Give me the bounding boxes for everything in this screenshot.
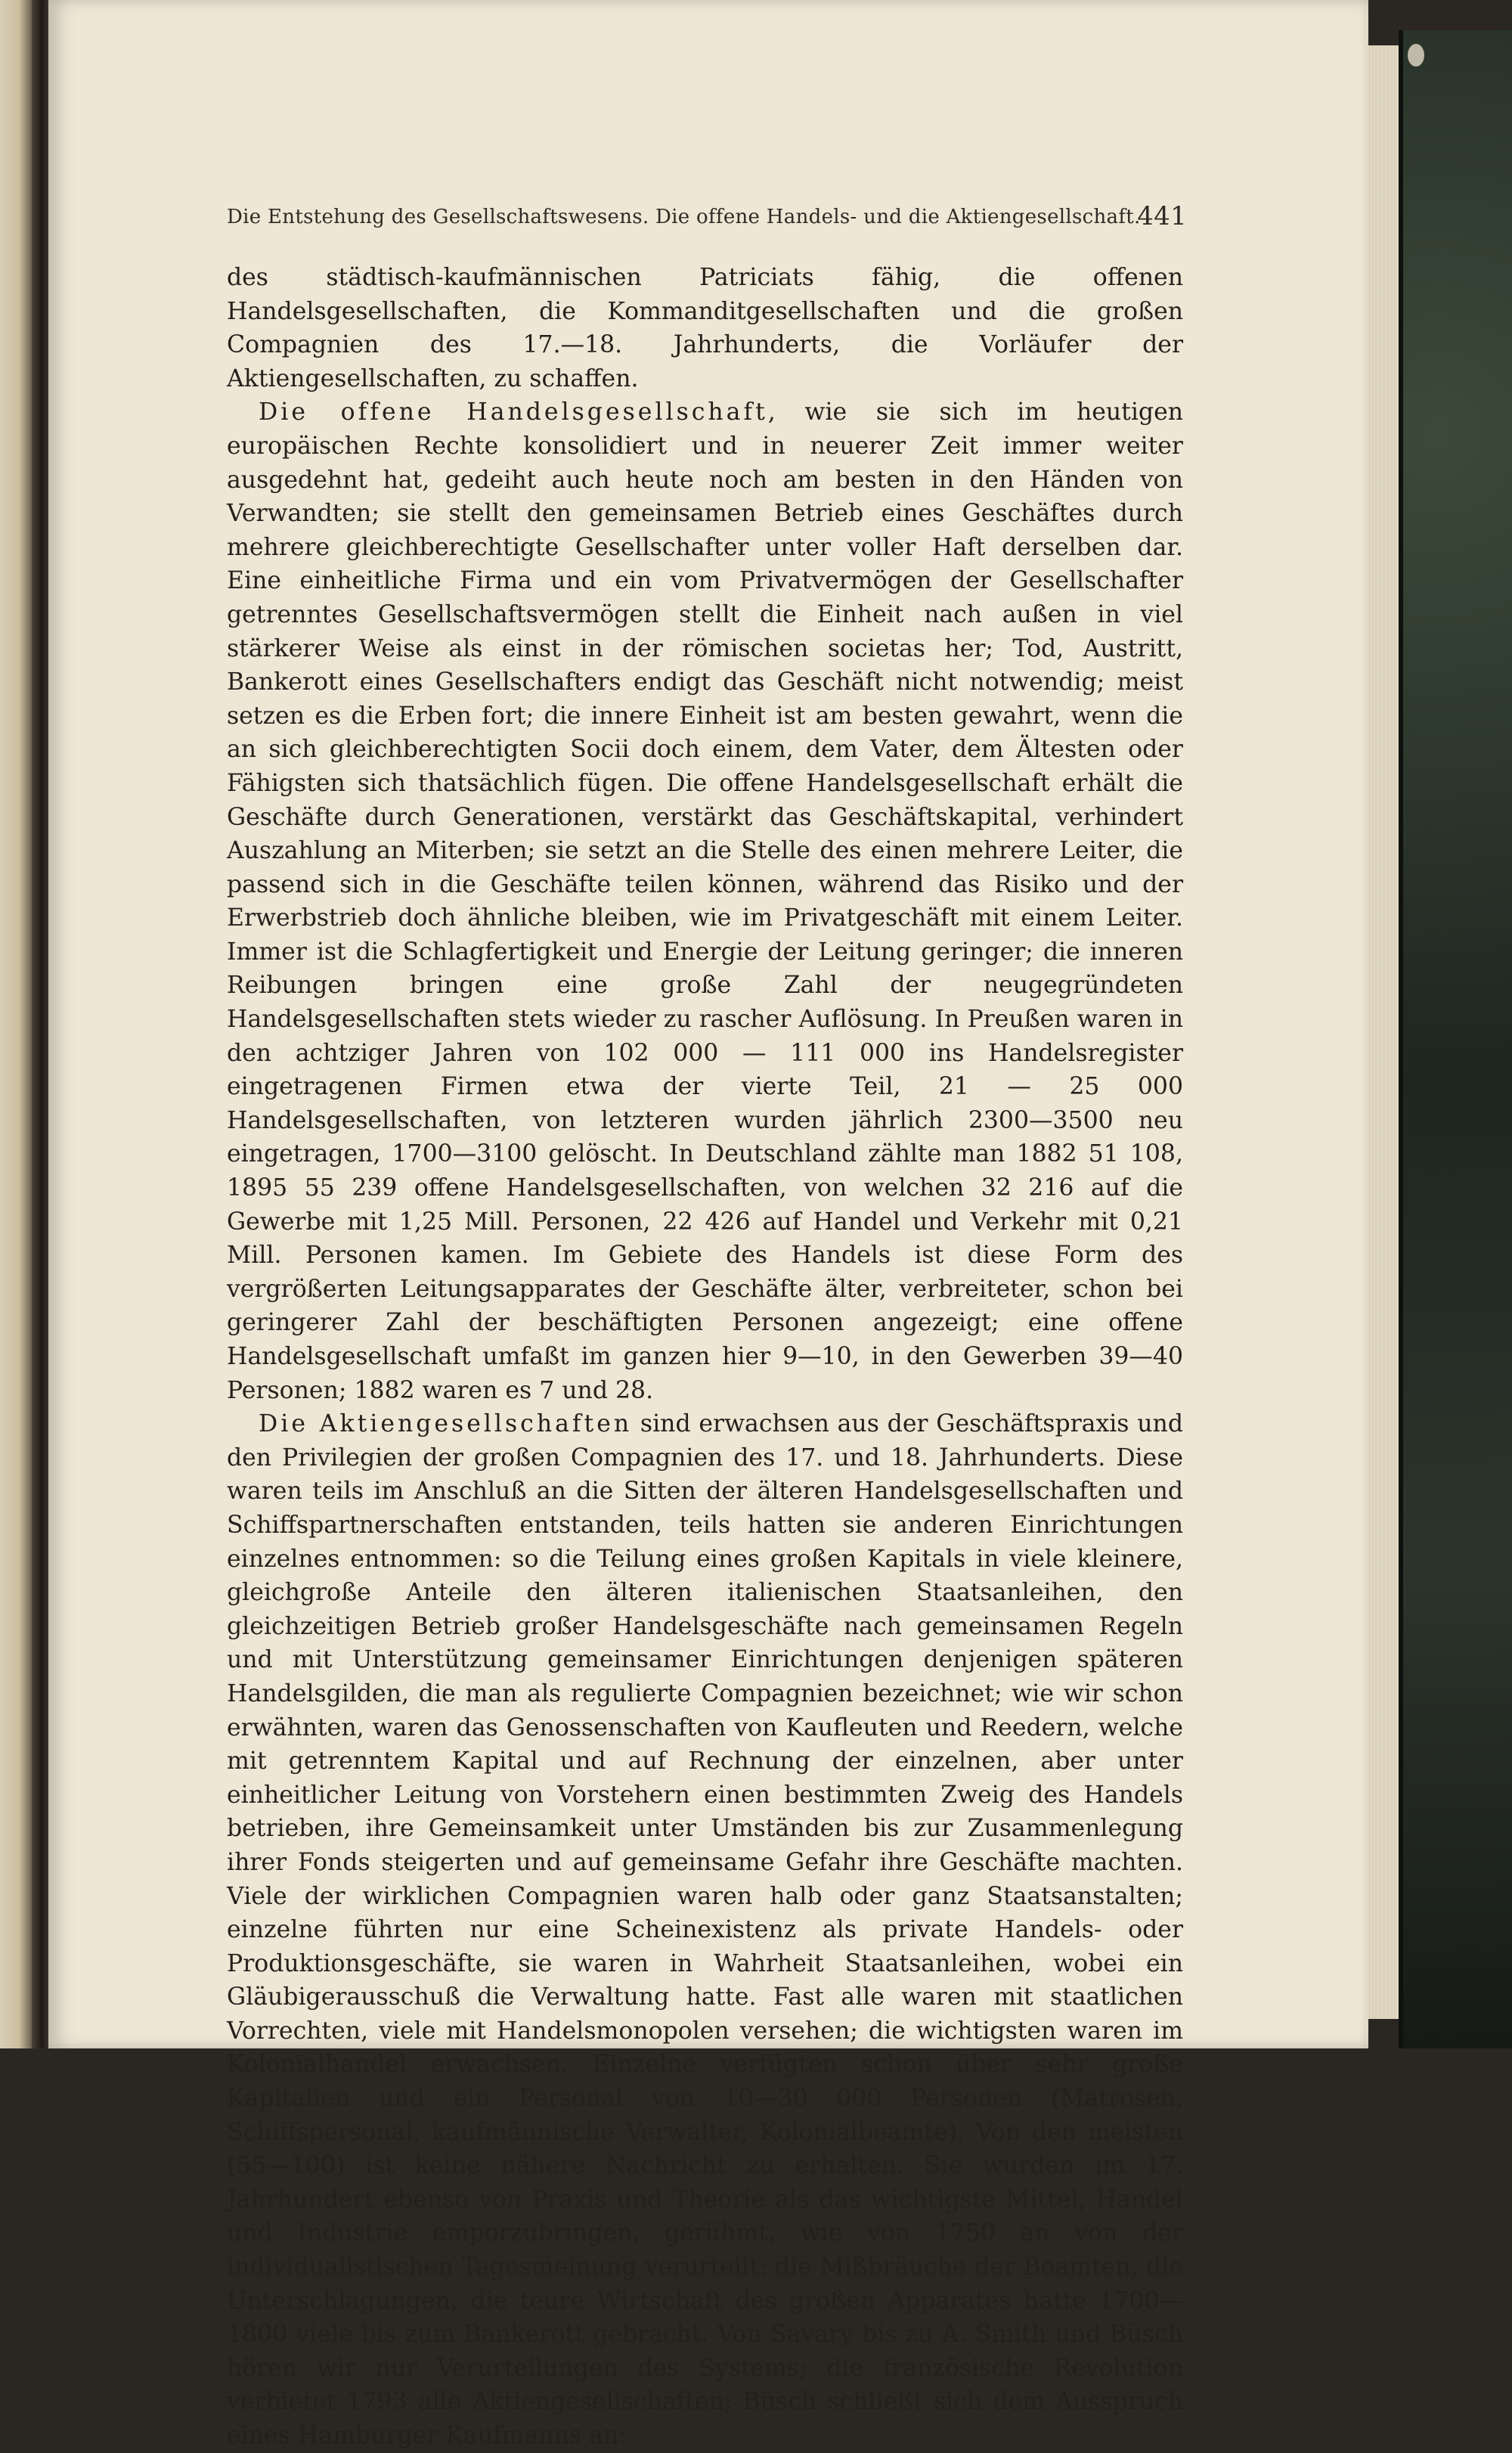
page-header	[227, 201, 1187, 243]
paragraph-3	[227, 1407, 1183, 2452]
book-cover	[1399, 30, 1512, 2048]
page-body	[227, 261, 1183, 2453]
paragraph-1: des städtisch-kaufmännischen Patriciats fähig, die offenen Handelsgesellschaften, die Kommanditgesellschaften und die großen Compagnien des 17.—18. Jahrhunderts, die Vorläufer der Aktiengesellschaften, zu schaffen.	[227, 264, 1183, 392]
cover-wear-spot	[1408, 44, 1424, 67]
running-head: Die Entstehung des Gesellschaftswesens. Die offene Handels- und die Aktiengesellschaft.	[227, 206, 1141, 228]
paragraph-2	[227, 395, 1183, 1407]
paragraph-3-text: sind erwachsen aus der Geschäftspraxis und den Privilegien der großen Compagnien des 17. und 18. Jahrhunderts. Diese waren teils im Anschluß an die Sitten der älteren Handelsgesellschaften und Schiffspartnerschaften entstanden, teils hatten sie anderen Einrichtungen einzelnes entnommen: so die Teilung eines großen Kapitals in viele kleinere, gleichgroße Anteile den älteren italienischen Staatsanleihen, den gleichzeitigen Betrieb großer Handelsgeschäfte nach gemeinsamen Regeln und mit Unterstützung gemeinsamer Einrichtungen denjenigen späteren Handelsgilden, die man als regulierte Compagnien bezeichnet; wie wir schon erwähnten, waren das Genossenschaften von Kaufleuten und Reedern, welche mit getrenntem Kapital und auf Rechnung der einzelnen, aber unter einheitlicher Leitung von Vorstehern einen bestimmten Zweig des Handels betrieben, ihre Gemeinsamkeit unter Umständen bis zur Zusammenlegung ihrer Fonds steigerten und auf gemeinsame Gefahr ihre Geschäfte machten. Viele der wirklichen Compagnien waren halb oder ganz Staatsanstalten; einzelne führten nur eine Scheinexistenz als private Handels- oder Produktionsgeschäfte, sie waren in Wahrheit Staatsanleihen, wobei ein Gläubigerausschuß die Verwaltung hatte. Fast alle waren mit staatlichen Vorrechten, viele mit Handelsmonopolen versehen; die wichtigsten waren im Kolonialhandel erwachsen. Einzelne verfügten schon über sehr große Kapitalien und ein Personal von 10—30 000 Personen (Matrosen, Schiffspersonal, kaufmännische Verwalter, Kolonialbeamte). Von den meisten (55—100) ist keine nähere Nachricht zu erhalten. Sie wurden im 17. Jahrhundert ebenso von Praxis und Theorie als das wichtigste Mittel, Handel und Industrie emporzubringen, gerühmt, wie von 1750 an von der individualistischen Tagesmeinung verurteilt: die Mißbräuche der Beamten, die Unterschlagungen, die teure Wirtschaft des großen Apparates hatte 1700—1800 viele bis zum Bankerott gebracht. Von Savary bis zu A. Smith und Büsch hören wir nur Verurteilungen des Systems; die französische Revolution verbietet 1793 alle Aktiengesellschaften; Büsch schließt sich dem Ausspruch eines Hamburger Kaufmanns an:	[227, 1410, 1183, 2449]
term-aktiengesellschaften: Die Aktiengesellschaften	[259, 1410, 633, 1438]
page-block-edges	[1368, 45, 1399, 2019]
page-number: 441	[1137, 201, 1187, 231]
book-gutter	[32, 0, 48, 2048]
term-offene-handelsgesellschaft: Die offene Handelsgesellschaft	[259, 398, 768, 426]
paragraph-2-text: , wie sie sich im heutigen europäischen Rechte konsolidiert und in neuerer Zeit immer weiter ausgedehnt hat, gedeiht auch heute noch am besten in den Händen von Verwandten; sie stellt den gemeinsamen Betrieb eines Geschäftes durch mehrere gleichberechtigte Gesellschafter unter voller Haft derselben dar. Eine einheitliche Firma und ein vom Privatvermögen der Gesellschafter getrenntes Gesellschaftsvermögen stellt die Einheit nach außen in viel stärkerer Weise als einst in der römischen societas her; Tod, Austritt, Bankerott eines Gesellschafters endigt das Geschäft nicht notwendig; meist setzen es die Erben fort; die innere Einheit ist am besten gewahrt, wenn die an sich gleichberechtigten Socii doch einem, dem Vater, dem Ältesten oder Fähigsten sich thatsächlich fügen. Die offene Handelsgesellschaft erhält die Geschäfte durch Generationen, verstärkt das Geschäftskapital, verhindert Auszahlung an Miterben; sie setzt an die Stelle des einen mehrere Leiter, die passend sich in die Geschäfte teilen können, während das Risiko und der Erwerbstrieb doch ähnliche bleiben, wie im Privatgeschäft mit einem Leiter. Immer ist die Schlagfertigkeit und Energie der Leitung geringer; die inneren Reibungen bringen eine große Zahl der neugegründeten Handelsgesellschaften stets wieder zu rascher Auflösung. In Preußen waren in den achtziger Jahren von 102 000 — 111 000 ins Handelsregister eingetragenen Firmen etwa der vierte Teil, 21 — 25 000 Handelsgesellschaften, von letzteren wurden jährlich 2300—3500 neu eingetragen, 1700—3100 gelöscht. In Deutschland zählte man 1882 51 108, 1895 55 239 offene Handelsgesellschaften, von welchen 32 216 auf die Gewerbe mit 1,25 Mill. Personen, 22 426 auf Handel und Verkehr mit 0,21 Mill. Personen kamen. Im Gebiete des Handels ist diese Form des vergrößerten Leitungsapparates der Geschäfte älter, verbreiteter, schon bei geringerer Zahl der beschäftigten Personen angezeigt; eine offene Handelsgesellschaft umfaßt im ganzen hier 9—10, in den Gewerben 39—40 Personen; 1882 waren es 7 und 28.	[227, 398, 1183, 1404]
facing-page-edge	[0, 0, 32, 2048]
